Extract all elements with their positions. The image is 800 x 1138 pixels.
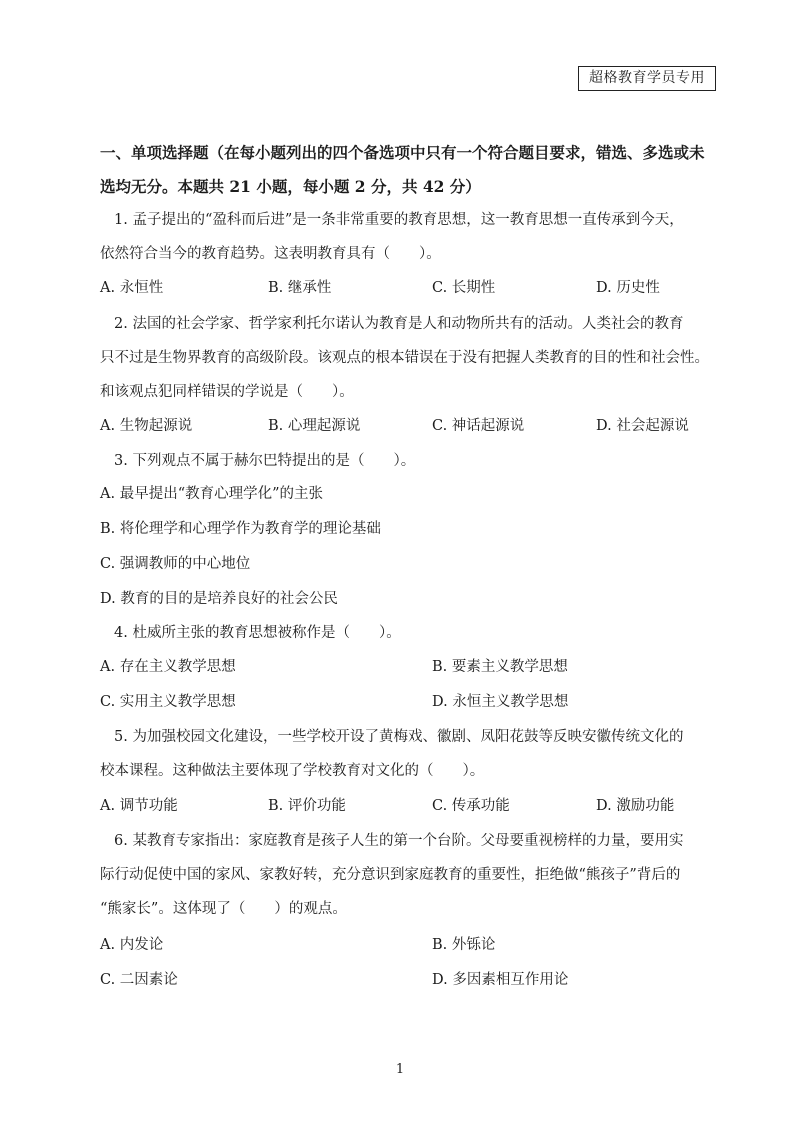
question-3-option-a[interactable]: A. 最早提出“教育心理学化”的主张 <box>100 486 324 502</box>
question-6-option-d[interactable]: D. 多因素相互作用论 <box>432 972 569 988</box>
question-4-option-d[interactable]: D. 永恒主义教学思想 <box>432 694 569 710</box>
question-1-option-c[interactable]: C. 长期性 <box>432 280 496 296</box>
question-3-option-b[interactable]: B. 将伦理学和心理学作为教育学的理论基础 <box>100 521 381 537</box>
question-1-stem-line1: 1. 孟子提出的“盈科而后进”是一条非常重要的教育思想，这一教育思想一直传承到今天， <box>114 212 684 228</box>
question-5-option-b[interactable]: B. 评价功能 <box>268 798 346 814</box>
question-6-option-c[interactable]: C. 二因素论 <box>100 972 178 988</box>
question-3-option-c[interactable]: C. 强调教师的中心地位 <box>100 556 251 572</box>
question-2-stem-line1: 2. 法国的社会学家、哲学家利托尔诺认为教育是人和动物所共有的活动。人类社会的教育 <box>114 316 684 332</box>
question-1-option-d[interactable]: D. 历史性 <box>596 280 660 296</box>
question-2-stem-line3: 和该观点犯同样错误的学说是（ ）。 <box>100 384 354 400</box>
question-1-option-b[interactable]: B. 继承性 <box>268 280 332 296</box>
student-only-stamp: 超格教育学员专用 <box>578 66 716 91</box>
page-number: 1 <box>395 1062 405 1077</box>
section-heading-line1: 一、单项选择题（在每小题列出的四个备选项中只有一个符合题目要求，错选、多选或未 <box>100 143 705 162</box>
question-4-option-a[interactable]: A. 存在主义教学思想 <box>100 659 236 675</box>
question-5-stem-line1: 5. 为加强校园文化建设，一些学校开设了黄梅戏、徽剧、凤阳花鼓等反映安徽传统文化的 <box>114 729 684 745</box>
question-4-stem: 4. 杜威所主张的教育思想被称作是（ ）。 <box>114 625 401 641</box>
question-4-option-c[interactable]: C. 实用主义教学思想 <box>100 694 236 710</box>
question-5-stem-line2: 校本课程。这种做法主要体现了学校教育对文化的（ ）。 <box>100 763 485 779</box>
section-heading-line2: 选均无分。本题共 21 小题，每小题 2 分，共 42 分） <box>100 177 481 196</box>
question-5-option-a[interactable]: A. 调节功能 <box>100 798 178 814</box>
question-3-stem: 3. 下列观点不属于赫尔巴特提出的是（ ）。 <box>114 453 416 469</box>
question-6-option-a[interactable]: A. 内发论 <box>100 937 164 953</box>
question-6-stem-line1: 6. 某教育专家指出：家庭教育是孩子人生的第一个台阶。父母要重视榜样的力量，要用实 <box>114 833 684 849</box>
question-2-option-b[interactable]: B. 心理起源说 <box>268 418 361 434</box>
question-2-option-d[interactable]: D. 社会起源说 <box>596 418 689 434</box>
question-5-option-d[interactable]: D. 激励功能 <box>596 798 675 814</box>
question-6-option-b[interactable]: B. 外铄论 <box>432 937 496 953</box>
question-1-option-a[interactable]: A. 永恒性 <box>100 280 164 296</box>
question-5-option-c[interactable]: C. 传承功能 <box>432 798 510 814</box>
question-6-stem-line2: 际行动促使中国的家风、家教好转，充分意识到家庭教育的重要性，拒绝做“熊孩子”背后的 <box>100 867 681 883</box>
question-4-option-b[interactable]: B. 要素主义教学思想 <box>432 659 568 675</box>
question-6-stem-line3: “熊家长”。这体现了（ ）的观点。 <box>100 901 347 917</box>
question-2-option-c[interactable]: C. 神话起源说 <box>432 418 525 434</box>
question-2-stem-line2: 只不过是生物界教育的高级阶段。该观点的根本错误在于没有把握人类教育的目的性和社会性。 <box>100 350 709 366</box>
question-3-option-d[interactable]: D. 教育的目的是培养良好的社会公民 <box>100 591 338 607</box>
question-2-option-a[interactable]: A. 生物起源说 <box>100 418 193 434</box>
question-1-stem-line2: 依然符合当今的教育趋势。这表明教育具有（ ）。 <box>100 246 441 262</box>
